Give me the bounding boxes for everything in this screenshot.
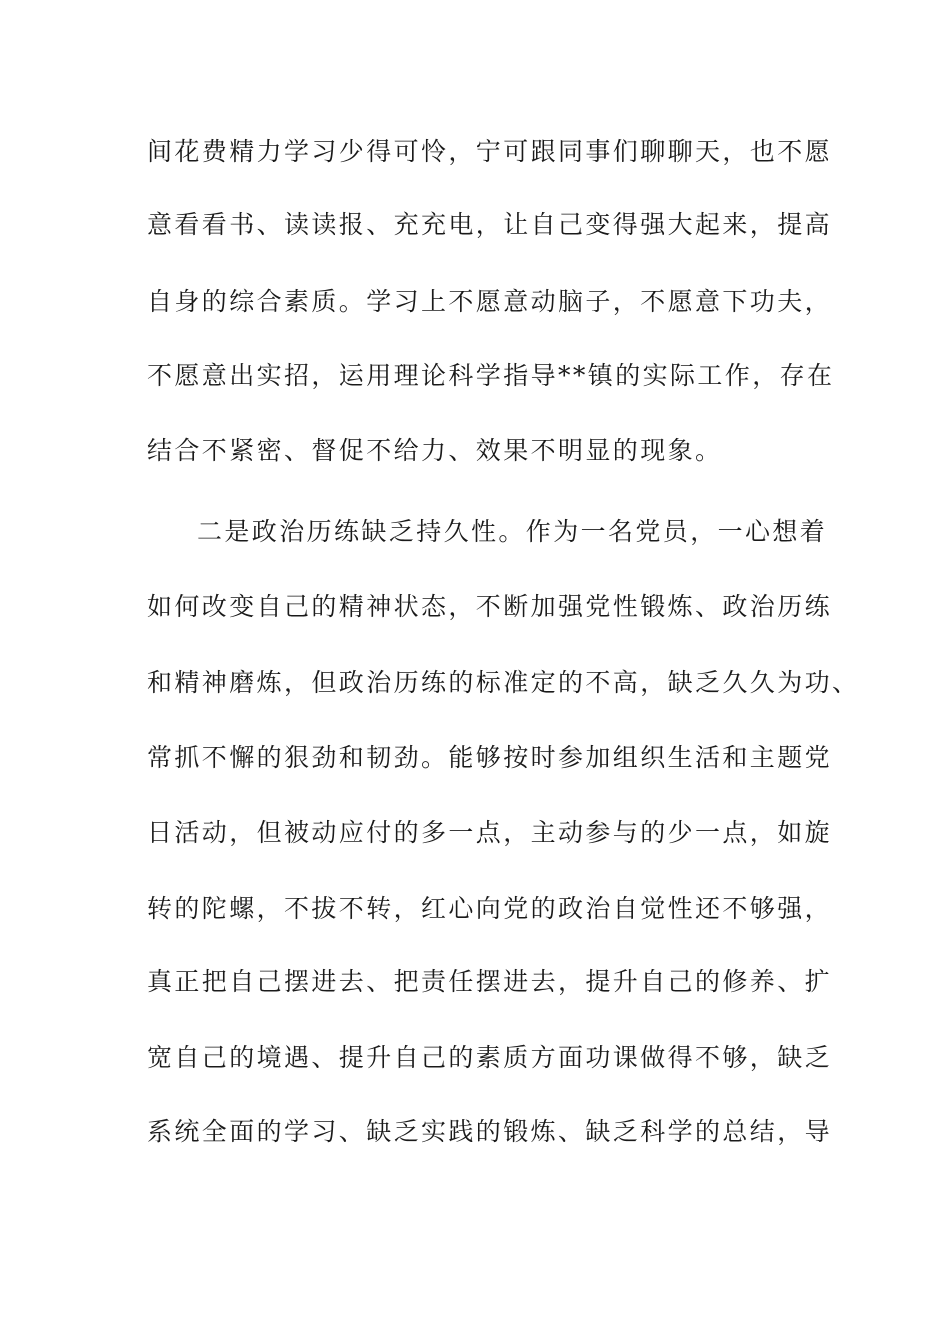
paragraph-start-line: 二是政治历练缺乏持久性。作为一名党员，一心想着 <box>197 517 828 546</box>
text-line: 常抓不懈的狠劲和韧劲。能够按时参加组织生活和主题党 <box>147 743 833 772</box>
text-line: 结合不紧密、督促不给力、效果不明显的现象。 <box>147 436 723 465</box>
text-line: 如何改变自己的精神状态，不断加强党性锻炼、政治历练 <box>147 592 833 621</box>
text-line: 间花费精力学习少得可怜，宁可跟同事们聊聊天，也不愿 <box>147 137 833 166</box>
text-line: 转的陀螺，不拔不转，红心向党的政治自觉性还不够强， <box>147 894 833 923</box>
text-line: 和精神磨炼，但政治历练的标准定的不高，缺乏久久为功、 <box>147 668 860 697</box>
text-line: 不愿意出实招，运用理论科学指导**镇的实际工作，存在 <box>147 361 835 390</box>
text-line: 日活动，但被动应付的多一点，主动参与的少一点，如旋 <box>147 818 833 847</box>
text-line: 系统全面的学习、缺乏实践的锻炼、缺乏科学的总结，导 <box>147 1117 833 1146</box>
text-line: 宽自己的境遇、提升自己的素质方面功课做得不够，缺乏 <box>147 1043 833 1072</box>
text-line: 意看看书、读读报、充充电，让自己变得强大起来，提高 <box>147 210 833 239</box>
text-line: 真正把自己摆进去、把责任摆进去，提升自己的修养、扩 <box>147 967 833 996</box>
text-line: 自身的综合素质。学习上不愿意动脑子，不愿意下功夫， <box>147 287 833 316</box>
